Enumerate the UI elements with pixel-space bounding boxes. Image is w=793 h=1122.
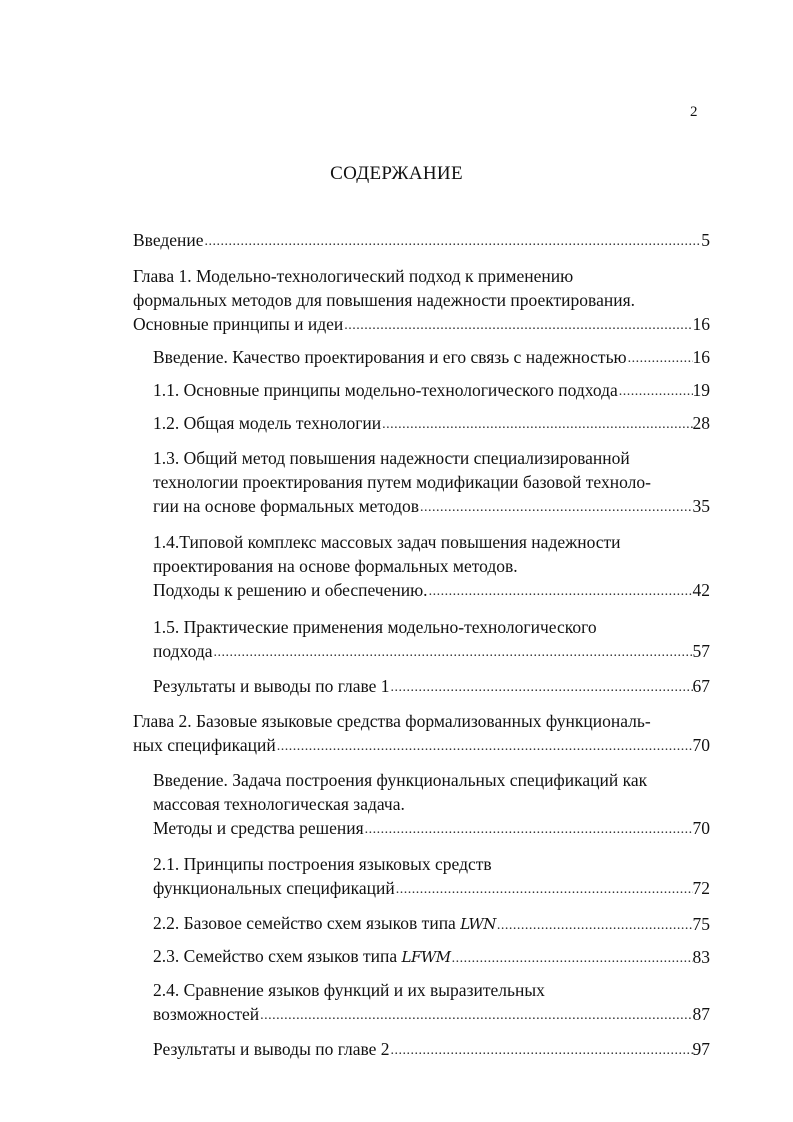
toc-leader-dots bbox=[419, 498, 693, 518]
toc-entry-text: Подходы к решению и обеспечению. bbox=[153, 580, 428, 600]
toc-entry-line: Глава 1. Модельно-технологический подход к применению bbox=[133, 266, 574, 286]
toc-leader-dots bbox=[364, 820, 693, 840]
toc-entry[interactable] bbox=[133, 228, 710, 252]
toc-page-number: 57 bbox=[692, 641, 710, 661]
toc-entry[interactable] bbox=[153, 852, 710, 900]
toc-entry[interactable] bbox=[153, 978, 710, 1026]
toc-page-number: 97 bbox=[692, 1039, 710, 1059]
toc-entry-line: технологии проектирования путем модификации базовой техноло- bbox=[153, 472, 651, 492]
toc-entry-text bbox=[153, 911, 496, 936]
toc-page-number: 70 bbox=[692, 818, 710, 838]
toc-entry[interactable] bbox=[153, 411, 710, 435]
toc-leader-dots bbox=[618, 382, 693, 402]
toc-leader-dots bbox=[276, 737, 693, 757]
toc-entry-text: гии на основе формальных методов bbox=[153, 496, 419, 516]
toc-entry-line: проектирования на основе формальных методов. bbox=[153, 556, 518, 576]
toc-entry[interactable] bbox=[133, 264, 710, 336]
toc-page-number: 16 bbox=[692, 347, 710, 367]
toc-leader-dots bbox=[395, 880, 693, 900]
toc-page-number: 42 bbox=[692, 580, 710, 600]
toc-page-number: 5 bbox=[701, 230, 710, 250]
toc-entry[interactable] bbox=[153, 530, 710, 602]
toc-entry-line: 2.4. Сравнение языков функций и их выразительных bbox=[153, 980, 545, 1000]
toc-leader-dots bbox=[259, 1006, 692, 1026]
handwritten-language-name: LFWM bbox=[401, 948, 451, 966]
toc-leader-dots bbox=[390, 678, 693, 698]
toc-entry-text: Результаты и выводы по главе 1 bbox=[153, 676, 390, 696]
toc-entry-line: Глава 2. Базовые языковые средства формализованных функциональ- bbox=[133, 711, 651, 731]
toc-leader-dots bbox=[627, 349, 693, 369]
toc-leader-dots bbox=[451, 949, 693, 969]
toc-leader-dots bbox=[204, 232, 702, 252]
toc-leader-dots bbox=[496, 916, 693, 936]
toc-entry-label: 2.3. Семейство схем языков типа bbox=[153, 946, 398, 966]
toc-leader-dots bbox=[381, 415, 692, 435]
toc-entry-line: 1.4.Типовой комплекс массовых задач повышения надежности bbox=[153, 532, 621, 552]
toc-entry-text: Введение bbox=[133, 230, 204, 250]
toc-entry-line: Введение. Задача построения функциональных спецификаций как bbox=[153, 770, 648, 790]
toc-page-number: 19 bbox=[692, 380, 710, 400]
toc-entry-label: 2.2. Базовое семейство схем языков типа bbox=[153, 913, 456, 933]
toc-entry-text: Методы и средства решения bbox=[153, 818, 364, 838]
toc-entry-line: 1.3. Общий метод повышения надежности специализированной bbox=[153, 448, 630, 468]
toc-leader-dots bbox=[343, 316, 692, 336]
toc-page-number: 72 bbox=[692, 878, 710, 898]
toc-entry-text: ных спецификаций bbox=[133, 735, 276, 755]
toc-entry-text: Результаты и выводы по главе 2 bbox=[153, 1039, 390, 1059]
toc-entry-text: 1.1. Основные принципы модельно-технологического подхода bbox=[153, 380, 618, 400]
toc-entry-line: массовая технологическая задача. bbox=[153, 794, 405, 814]
toc-page-number: 28 bbox=[692, 413, 710, 433]
toc-entry-text: Введение. Качество проектирования и его связь с надежностью bbox=[153, 347, 627, 367]
toc-entry[interactable] bbox=[153, 378, 710, 402]
toc-page-number: 35 bbox=[692, 496, 710, 516]
toc-page-number: 70 bbox=[692, 735, 710, 755]
toc-page-number: 83 bbox=[692, 947, 710, 967]
toc-entry[interactable] bbox=[153, 674, 710, 698]
toc-entry[interactable] bbox=[153, 446, 710, 518]
toc-entry-text: возможностей bbox=[153, 1004, 260, 1024]
toc-page-number: 16 bbox=[692, 314, 710, 334]
toc-page-number: 87 bbox=[692, 1004, 710, 1024]
toc-entry-text: подхода bbox=[153, 641, 213, 661]
page-title: СОДЕРЖАНИЕ bbox=[330, 163, 463, 184]
toc-entry[interactable] bbox=[133, 709, 710, 757]
toc-entry-line: формальных методов для повышения надежности проектирования. bbox=[133, 290, 635, 310]
toc-entry[interactable] bbox=[153, 615, 710, 663]
toc-entry[interactable] bbox=[153, 345, 710, 369]
page-number: 2 bbox=[690, 104, 698, 120]
toc-leader-dots bbox=[428, 582, 693, 602]
toc-entry-text: Основные принципы и идеи bbox=[133, 314, 344, 334]
toc-entry[interactable] bbox=[153, 944, 710, 969]
toc-entry-text: 1.2. Общая модель технологии bbox=[153, 413, 382, 433]
toc-page-number: 75 bbox=[692, 914, 710, 934]
toc-entry-text bbox=[153, 944, 451, 969]
toc-leader-dots bbox=[390, 1041, 693, 1061]
toc-leader-dots bbox=[213, 643, 693, 663]
toc-entry-line: 1.5. Практические применения модельно-технологического bbox=[153, 617, 597, 637]
toc-entry-text: функциональных спецификаций bbox=[153, 878, 395, 898]
toc-entry[interactable] bbox=[153, 911, 710, 936]
toc-page-number: 67 bbox=[692, 676, 710, 696]
handwritten-language-name: LWN bbox=[460, 915, 496, 933]
toc-entry-line: 2.1. Принципы построения языковых средств bbox=[153, 854, 492, 874]
toc-entry[interactable] bbox=[153, 1037, 710, 1061]
toc-entry[interactable] bbox=[153, 768, 710, 840]
